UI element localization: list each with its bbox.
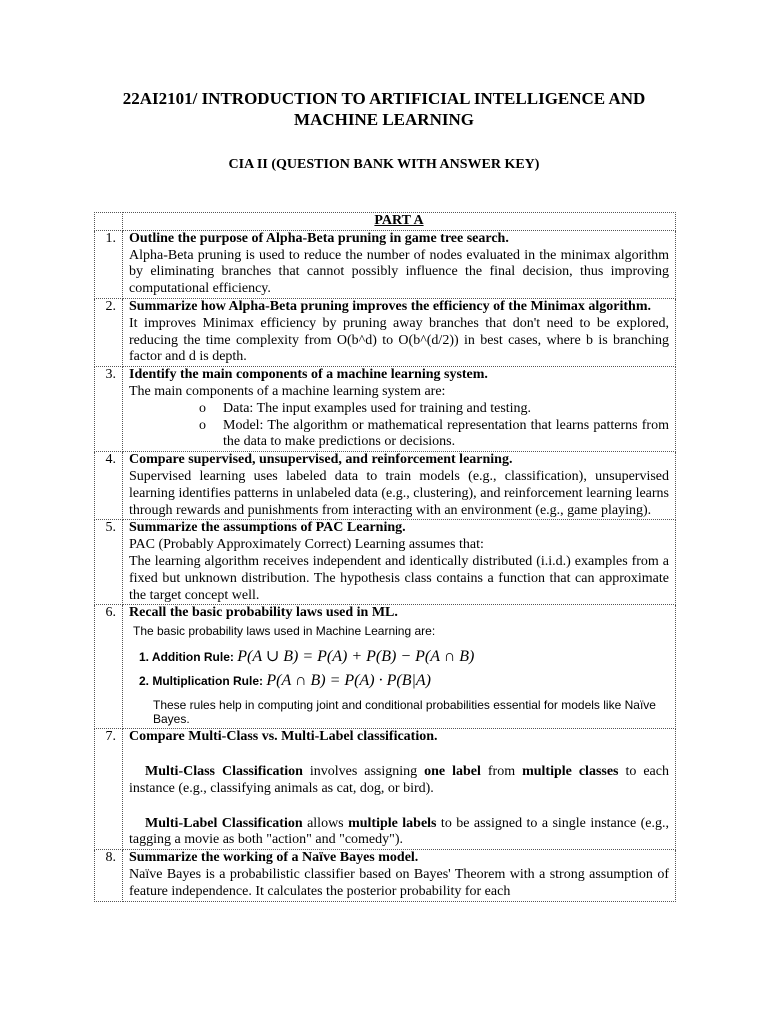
emphasis-text: multiple classes (522, 763, 619, 779)
bullet-text: Data: The input examples used for training and testing. (223, 400, 532, 416)
answer-bullet-list (129, 401, 669, 451)
question-number: 6. (95, 605, 123, 729)
paragraph-text: involves assigning (302, 763, 425, 779)
answer-text: The learning algorithm receives independent and identically distributed (i.i.d.) examples from a fixed but unknown distribution. The hypothesis class contains a function that can approximate the target concept well. (129, 553, 669, 603)
question-number: 7. (95, 729, 123, 850)
question-row-8 (95, 850, 676, 901)
question-number: 8. (95, 850, 123, 901)
answer-text: It improves Minimax efficiency by pruning away branches that don't need to be explored, reducing the time complexity from O(b^d) to O(b^(d/2)) in best cases, where b is branching factor and d is depth. (129, 315, 669, 365)
answer-intro: PAC (Probably Approximately Correct) Learning assumes that: (129, 537, 484, 553)
question-text: Compare supervised, unsupervised, and reinforcement learning. (129, 452, 513, 468)
part-a-heading: PART A (123, 213, 676, 231)
question-row-6 (95, 605, 676, 729)
multi-label-term: Multi-Label Classification (145, 815, 303, 831)
emphasis-text: one label (424, 763, 481, 779)
question-row-3 (95, 367, 676, 452)
multi-class-term: Multi-Class Classification (145, 763, 303, 779)
question-text: Identify the main components of a machine learning system. (129, 367, 488, 383)
probability-outro: These rules help in computing joint and conditional probabilities essential for models like Naïve Bayes. (153, 698, 656, 727)
addition-rule-label: 1. Addition Rule: (139, 650, 234, 665)
multi-class-paragraph (129, 764, 669, 798)
bullet-marker: o (199, 417, 206, 433)
question-number: 2. (95, 298, 123, 366)
question-number: 5. (95, 520, 123, 605)
question-bank-table (94, 212, 676, 902)
paragraph-text: allows (302, 815, 349, 831)
question-number: 1. (95, 230, 123, 298)
answer-text: The main components of a machine learning system are: (129, 383, 446, 399)
document-subtitle: CIA II (QUESTION BANK WITH ANSWER KEY) (228, 157, 540, 172)
question-row-1 (95, 230, 676, 298)
question-row-7 (95, 729, 676, 850)
multi-label-paragraph (129, 816, 669, 850)
question-number: 3. (95, 367, 123, 452)
question-text: Summarize the assumptions of PAC Learning. (129, 520, 406, 536)
list-item (129, 401, 669, 418)
question-text: Outline the purpose of Alpha-Beta pruning in game tree search. (129, 230, 509, 246)
answer-text: Alpha-Beta pruning is used to reduce the number of nodes evaluated in the minimax algorithm by eliminating branches that cannot possibly influence the final decision, thus improving computational efficiency. (129, 247, 669, 297)
probability-intro: The basic probability laws used in Machine Learning are: (133, 624, 436, 639)
document-title: 22AI2101/ INTRODUCTION TO ARTIFICIAL INTELLIGENCE AND MACHINE LEARNING (122, 89, 646, 129)
paragraph-text: to each instance (e.g., classifying animals as cat, dog, or bird). (129, 763, 669, 796)
multiplication-rule (139, 674, 669, 688)
multiplication-rule-formula: P(A ∩ B) = P(A) · P(B|A) (266, 672, 431, 690)
bullet-marker: o (199, 400, 206, 416)
question-text: Summarize how Alpha-Beta pruning improves the efficiency of the Minimax algorithm. (129, 298, 651, 314)
question-text: Recall the basic probability laws used in ML. (129, 605, 398, 621)
question-text: Summarize the working of a Naïve Bayes model. (129, 850, 419, 866)
bullet-text: Model: The algorithm or mathematical representation that learns patterns from the data to make predictions or decisions. (223, 417, 669, 450)
question-row-4 (95, 452, 676, 520)
answer-text: Supervised learning uses labeled data to train models (e.g., classification), unsupervised learning identifies patterns in unlabeled data (e.g., clustering), and reinforcement learning learns through rewards and punishments from interacting with an environment (e.g., game playing). (129, 468, 669, 518)
answer-text: Naïve Bayes is a probabilistic classifier based on Bayes' Theorem with a strong assumption of feature independence. It calculates the posterior probability for each (129, 866, 669, 899)
part-a-header-row (95, 213, 676, 231)
multiplication-rule-label: 2. Multiplication Rule: (139, 674, 264, 689)
question-number: 4. (95, 452, 123, 520)
question-row-5 (95, 520, 676, 605)
probability-laws-figure (129, 622, 669, 728)
question-text: Compare Multi-Class vs. Multi-Label classification. (129, 729, 438, 745)
addition-rule (139, 650, 669, 664)
paragraph-text: from (480, 763, 523, 779)
addition-rule-formula: P(A ∪ B) = P(A) + P(B) − P(A ∩ B) (237, 648, 475, 666)
emphasis-text: multiple labels (348, 815, 437, 831)
question-row-2 (95, 298, 676, 366)
list-item (129, 418, 669, 452)
paragraph-text: to be assigned to a single instance (e.g., tagging a movie as both "action" and "comedy"). (129, 815, 669, 848)
